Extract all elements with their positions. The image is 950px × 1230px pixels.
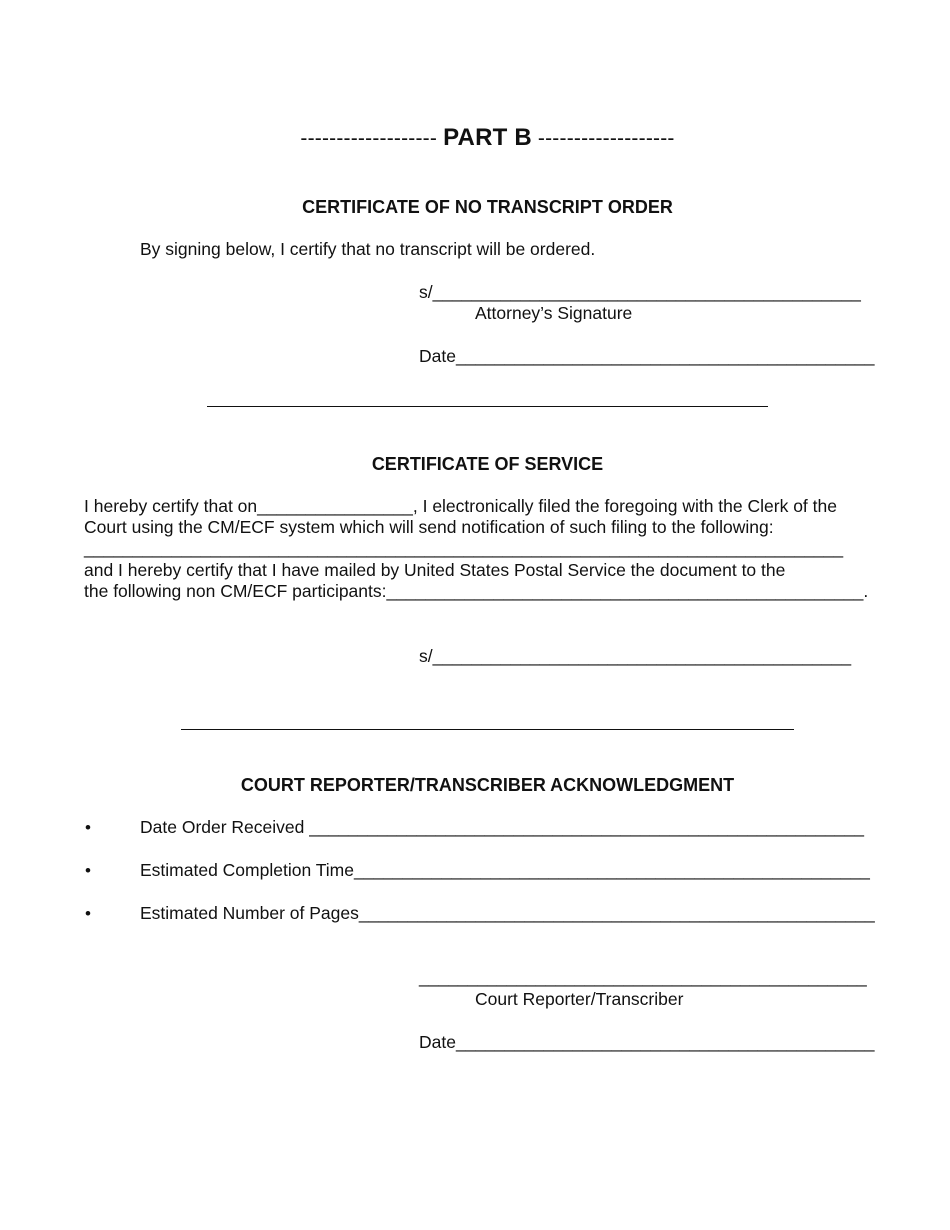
transcriber-signature-caption: Court Reporter/Transcriber [475, 989, 684, 1009]
attorney-signature-caption: Attorney’s Signature [475, 303, 633, 323]
no-transcript-heading: CERTIFICATE OF NO TRANSCRIPT ORDER [302, 197, 673, 217]
no-transcript-statement: By signing below, I certify that no transcript will be ordered. [140, 239, 596, 259]
service-recipients-line[interactable]: ______________________________________________________________________________ [84, 538, 844, 558]
service-heading: CERTIFICATE OF SERVICE [371, 454, 604, 474]
attorney-date-line[interactable]: Date___________________________________________ [419, 346, 875, 366]
date-order-received-field[interactable]: Date Order Received _________________________________________________________ [140, 817, 865, 837]
section-divider-1 [207, 406, 768, 407]
part-b-title [0, 126, 950, 150]
service-signature-line[interactable]: s/___________________________________________ [419, 646, 852, 666]
part-b-dashes-left: ------------------- [300, 127, 438, 150]
estimated-number-of-pages-field[interactable]: Estimated Number of Pages_____________________________________________________ [140, 903, 875, 923]
section-divider-2 [181, 729, 794, 730]
attorney-signature-line[interactable]: s/____________________________________________ [419, 282, 861, 302]
bullet-icon: • [85, 861, 91, 880]
estimated-completion-time-field[interactable]: Estimated Completion Time_____________________________________________________ [140, 860, 870, 880]
service-line-4: and I hereby certify that I have mailed by United States Postal Service the document to the [84, 560, 786, 580]
bullet-icon: • [85, 904, 91, 923]
part-b-label: PART B [443, 124, 532, 151]
acknowledgment-heading: COURT REPORTER/TRANSCRIBER ACKNOWLEDGMENT [240, 775, 735, 795]
bullet-icon: • [85, 818, 91, 837]
part-b-dashes-right: ------------------- [537, 127, 675, 150]
transcriber-date-line[interactable]: Date___________________________________________ [419, 1032, 875, 1052]
service-line-5[interactable]: the following non CM/ECF participants:_________________________________________________. [84, 581, 869, 601]
service-line-2: Court using the CM/ECF system which will send notification of such filing to the following: [84, 517, 774, 537]
service-line-1: I hereby certify that on________________, I electronically filed the foregoing with the Clerk of the [84, 496, 837, 516]
transcriber-signature-line[interactable]: ______________________________________________ [419, 967, 867, 987]
